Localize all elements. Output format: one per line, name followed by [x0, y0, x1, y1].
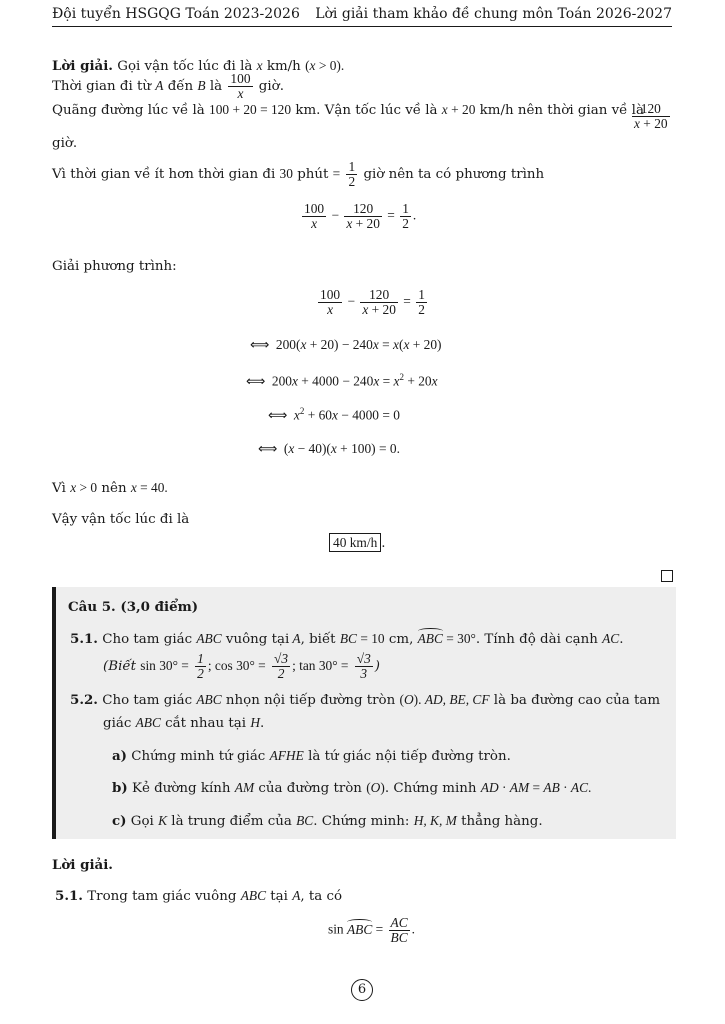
solve-label: Giải phương trình:: [52, 259, 177, 274]
equation-step-5: ⟺ (x − 40)(x + 100) = 0.: [258, 441, 400, 456]
fraction: $\frac{120}{x + 20}$: [634, 101, 668, 132]
question-box: [52, 587, 676, 839]
sine-equation: sin ABC = $\frac{AC}{BC}$ .: [328, 915, 416, 946]
question-part-a: a) Chứng minh tứ giác AFHE là tứ giác nội tiếp đường tròn.: [112, 748, 511, 764]
solution-line-3: Quãng đường lúc về là 100 + 20 = 120 km. Vận tốc lúc về là x + 20 km/h nên thời gian về là: [52, 102, 644, 118]
solution-line-6: Vậy vận tốc lúc đi là: [52, 512, 190, 527]
question-part-b: b) Kẻ đường kính AM của đường tròn (O). Chứng minh AD · AM = AB · AC.: [112, 780, 592, 796]
question-5-2: 5.2. Cho tam giác ABC nhọn nội tiếp đường tròn (O). AD, BE, CF là ba đường cao của tam: [70, 692, 661, 708]
solution2-heading: Lời giải.: [52, 857, 113, 873]
question-part-c: c) Gọi K là trung điểm của BC. Chứng minh: H, K, M thẳng hàng.: [112, 813, 543, 829]
header-left: Đội tuyển HSGQG Toán 2023-2026: [52, 6, 300, 22]
header-right: Lời giải tham khảo đề chung môn Toán 2026-2027: [315, 6, 672, 22]
header-rule: [52, 26, 672, 27]
solution-heading: Lời giải.: [52, 58, 113, 74]
question-title: Câu 5. (3,0 điểm): [68, 599, 199, 615]
answer-box: 40 km/h .: [329, 535, 386, 551]
page-number: 6: [351, 979, 373, 1001]
solution2-5-1: 5.1. Trong tam giác vuông ABC tại A, ta có: [55, 888, 343, 904]
fraction: $\frac{1}{2}$: [348, 159, 356, 190]
equation-main: $\frac{100}{x}$ − $\frac{120}{x + 20}$ = $\frac{1}{2}$ .: [304, 201, 417, 232]
qed-symbol: [661, 570, 673, 582]
equation-step-4: ⟺ $x^2 + 60x - 4000 = 0$: [268, 406, 400, 423]
question-5-2-cont: giác ABC cắt nhau tại H.: [103, 715, 265, 731]
solution-line-3b: giờ.: [52, 136, 78, 151]
equation-step-2: ⟺ 200(x + 20) − 240x = x(x + 20): [250, 337, 442, 352]
question-5-1: 5.1. Cho tam giác ABC vuông tại A, biết BC = 10 cm, ABC = 30°. Tính độ dài cạnh AC.: [70, 631, 624, 647]
equation-step-3: ⟺ $200x + 4000 - 240x = x^2 + 20x$: [246, 372, 438, 389]
solution-line-4: Vì thời gian về ít hơn thời gian đi 30 phút = $\frac{1}{2}$ giờ nên ta có phương trình: [52, 159, 545, 190]
fraction: $\frac{100}{x}$: [230, 71, 251, 102]
question-hint: (Biết sin 30° = $\frac{1}{2}$ ; cos 30° = $\frac{√3}{2}$ ; tan 30° = $\frac{√3}{3}$ ): [103, 651, 381, 682]
equation-step-1: $\frac{100}{x}$ − $\frac{120}{x + 20}$ = $\frac{1}{2}$: [320, 287, 425, 318]
solution-line-2: Thời gian đi từ A đến B là $\frac{100}{x}$ giờ.: [52, 71, 284, 102]
solution-line-5: Vì x > 0 nên x = 40.: [52, 480, 168, 496]
solution-line-1: Lời giải. Gọi vận tốc lúc đi là x km/h (x > 0).: [52, 58, 345, 74]
